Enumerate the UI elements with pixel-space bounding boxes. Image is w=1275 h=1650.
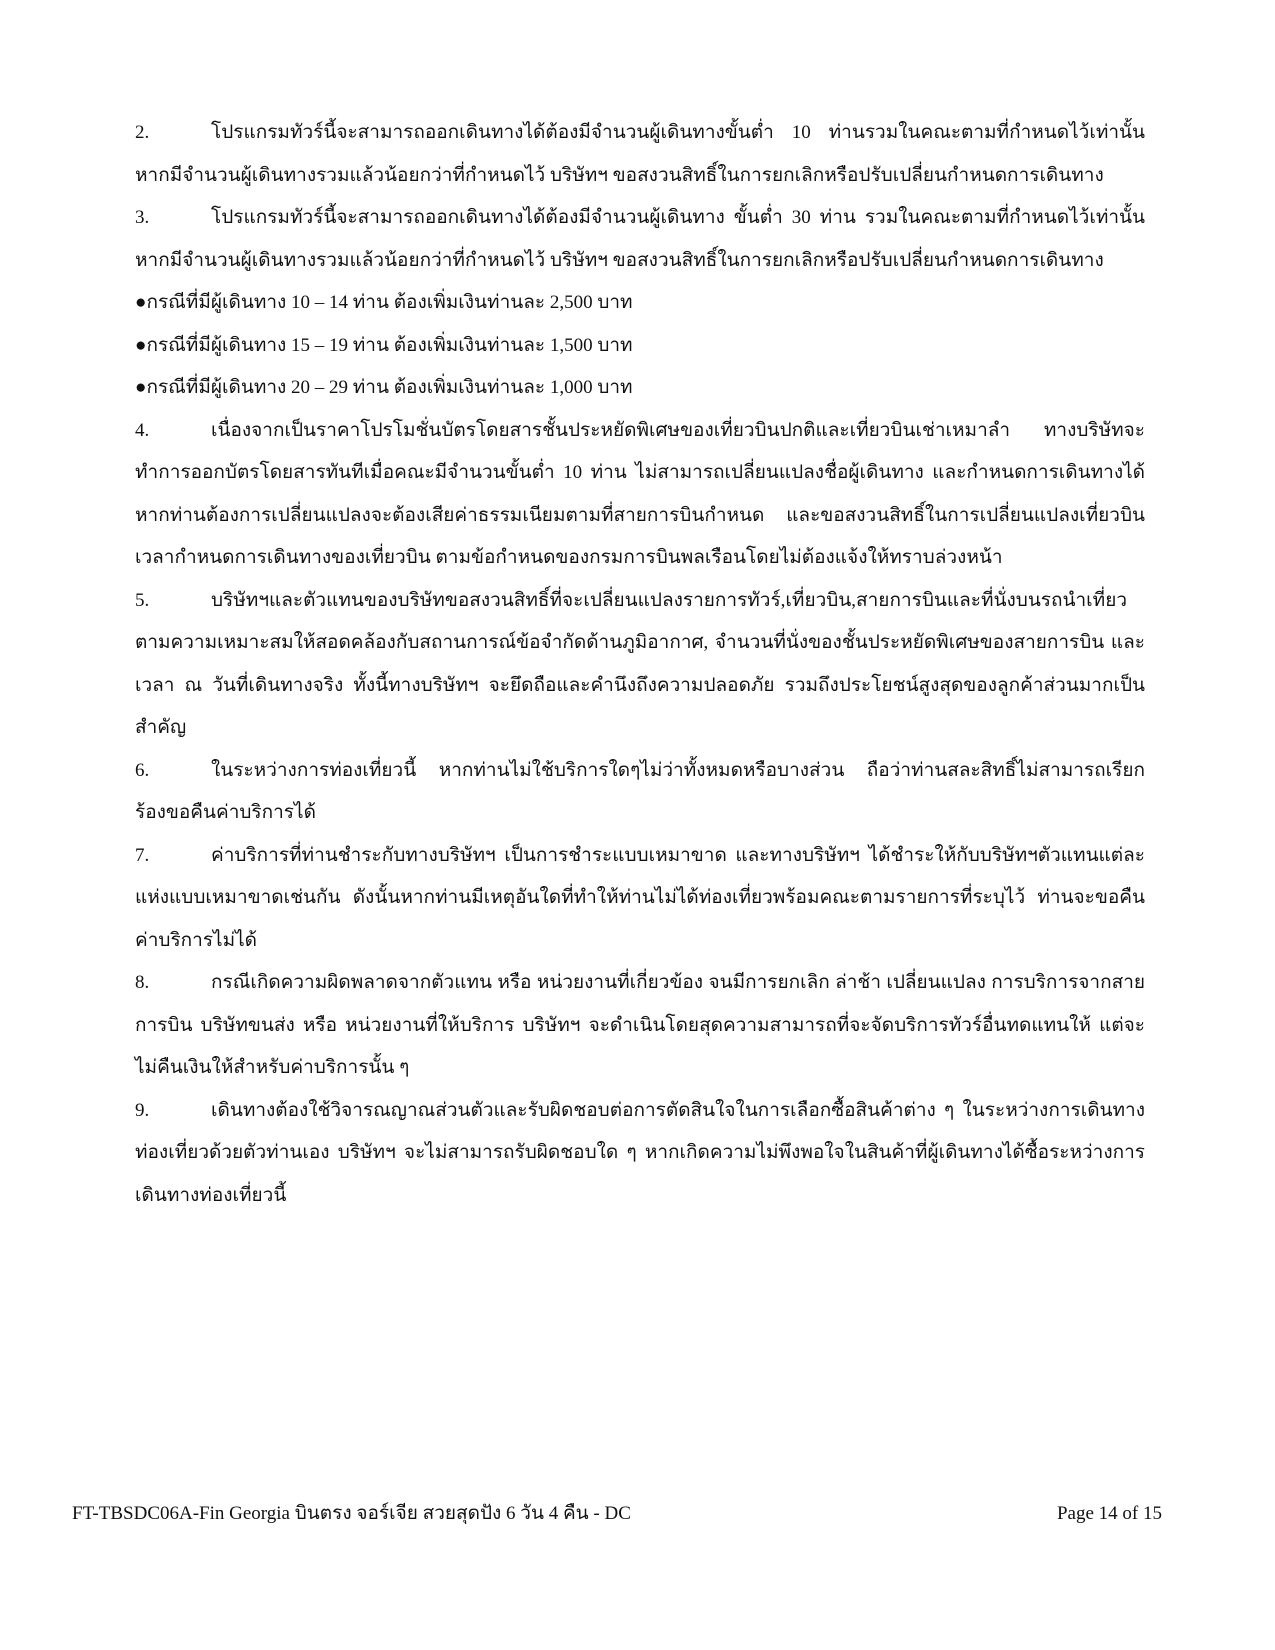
surcharge-bullet-1: ●กรณีที่มีผู้เดินทาง 10 – 14 ท่าน ต้องเพิ่มเงินท่านละ 2,500 บาท: [135, 292, 633, 313]
terms-item-6: [135, 750, 1145, 835]
terms-item-9: [135, 1090, 1145, 1218]
terms-item-4: [135, 410, 1145, 580]
item-text: เดินทางต้องใช้วิจารณญาณส่วนตัวและรับผิดชอบต่อการตัดสินใจในการเลือกซื้อสินค้าต่าง ๆ ในระหว่างการเดินทางท่องเที่ยวด้วยตัวท่านเอง บริษัทฯ จะไม่สามารถรับผิดชอบใด ๆ หากเกิดความไม่พึงพอใจในสินค้าที่ผู้เดินทางได้ซื้อระหว่างการเดินทางท่องเที่ยวนี้: [135, 1099, 1145, 1206]
surcharge-bullet-2: ●กรณีที่มีผู้เดินทาง 15 – 19 ท่าน ต้องเพิ่มเงินท่านละ 1,500 บาท: [135, 334, 633, 356]
item-number: 8.: [135, 972, 150, 993]
terms-item-7: [135, 835, 1145, 963]
document-body: [135, 112, 1145, 1217]
footer-page-number: Page 14 of 15: [1056, 1503, 1162, 1524]
item-number: 4.: [135, 419, 150, 441]
footer-document-code: FT-TBSDC06A-Fin Georgia บินตรง จอร์เจีย สวยสุดปัง 6 วัน 4 คืน - DC: [72, 1503, 631, 1524]
item-text: ในระหว่างการท่องเที่ยวนี้ หากท่านไม่ใช้บริการใดๆไม่ว่าทั้งหมดหรือบางส่วน ถือว่าท่านสละสิทธิ์ไม่สามารถเรียกร้องขอคืนค่าบริการได้: [135, 759, 1145, 823]
item-number: 9.: [135, 1099, 150, 1121]
item-number: 2.: [135, 122, 150, 143]
item-text: โปรแกรมทัวร์นี้จะสามารถออกเดินทางได้ต้องมีจำนวนผู้เดินทางขั้นต่ำ 10 ท่านรวมในคณะตามที่กำหนดไว้เท่านั้น หากมีจำนวนผู้เดินทางรวมแล้วน้อยกว่าที่กำหนดไว้ บริษัทฯ ขอสงวนสิทธิ์ในการยกเลิกหรือปรับเปลี่ยนกำหนดการเดินทาง: [135, 122, 1145, 186]
item-text: ค่าบริการที่ท่านชำระกับทางบริษัทฯ เป็นการชำระแบบเหมาขาด และทางบริษัทฯ ได้ชำระให้กับบริษัทฯตัวแทนแต่ละแห่งแบบเหมาขาดเช่นกัน ดังนั้นหากท่านมีเหตุอันใดที่ทำให้ท่านไม่ได้ท่องเที่ยวพร้อมคณะตามรายการที่ระบุไว้ ท่านจะขอคืนค่าบริการไม่ได้: [135, 844, 1145, 951]
surcharge-bullet-3: ●กรณีที่มีผู้เดินทาง 20 – 29 ท่าน ต้องเพิ่มเงินท่านละ 1,000 บาท: [135, 377, 633, 398]
terms-item-2: [135, 112, 1145, 197]
terms-item-8: [135, 962, 1145, 1090]
item-text: เนื่องจากเป็นราคาโปรโมชั่นบัตรโดยสารชั้นประหยัดพิเศษของเที่ยวบินปกติและเที่ยวบินเช่าเหมาลำ ทางบริษัทจะทำการออกบัตรโดยสารทันทีเมื่อคณะมีจำนวนขั้นต่ำ 10 ท่าน ไม่สามารถเปลี่ยนแปลงชื่อผู้เดินทาง และกำหนดการเดินทางได้ หากท่านต้องการเปลี่ยนแปลงจะต้องเสียค่าธรรมเนียมตามที่สายการบินกำหนด และขอสงวนสิทธิ์ในการเปลี่ยนแปลงเที่ยวบิน เวลากำหนดการเดินทางของเที่ยวบิน ตามข้อกำหนดของกรมการบินพลเรือนโดยไม่ต้องแจ้งให้ทราบล่วงหน้า: [135, 419, 1145, 568]
item-text: กรณีเกิดความผิดพลาดจากตัวแทน หรือ หน่วยงานที่เกี่ยวข้อง จนมีการยกเลิก ล่าช้า เปลี่ยนแปลง การบริการจากสายการบิน บริษัทขนส่ง หรือ หน่วยงานที่ให้บริการ บริษัทฯ จะดำเนินโดยสุดความสามารถที่จะจัดบริการทัวร์อื่นทดแทนให้ แต่จะไม่คืนเงินให้สำหรับค่าบริการนั้น ๆ: [135, 972, 1145, 1078]
item-number: 6.: [135, 759, 150, 781]
item-text: บริษัทฯและตัวแทนของบริษัทขอสงวนสิทธิ์ที่จะเปลี่ยนแปลงรายการทัวร์,เที่ยวบิน,สายการบินและที่นั่งบนรถนำเที่ยวตามความเหมาะสมให้สอดคล้องกับสถานการณ์ข้อจำกัดด้านภูมิอากาศ, จำนวนที่นั่งของชั้นประหยัดพิเศษของสายการบิน และเวลา ณ วันที่เดินทางจริง ทั้งนี้ทางบริษัทฯ จะยึดถือและคำนึงถึงความปลอดภัย รวมถึงประโยชน์สูงสุดของลูกค้าส่วนมากเป็นสำคัญ: [135, 589, 1145, 738]
terms-item-3: [135, 197, 1145, 282]
item-text: โปรแกรมทัวร์นี้จะสามารถออกเดินทางได้ต้องมีจำนวนผู้เดินทาง ขั้นต่ำ 30 ท่าน รวมในคณะตามที่กำหนดไว้เท่านั้น หากมีจำนวนผู้เดินทางรวมแล้วน้อยกว่าที่กำหนดไว้ บริษัทฯ ขอสงวนสิทธิ์ในการยกเลิกหรือปรับเปลี่ยนกำหนดการเดินทาง: [135, 207, 1145, 271]
item-number: 3.: [135, 207, 150, 228]
item-number: 5.: [135, 589, 150, 611]
terms-item-5: [135, 580, 1145, 750]
item-number: 7.: [135, 844, 150, 866]
